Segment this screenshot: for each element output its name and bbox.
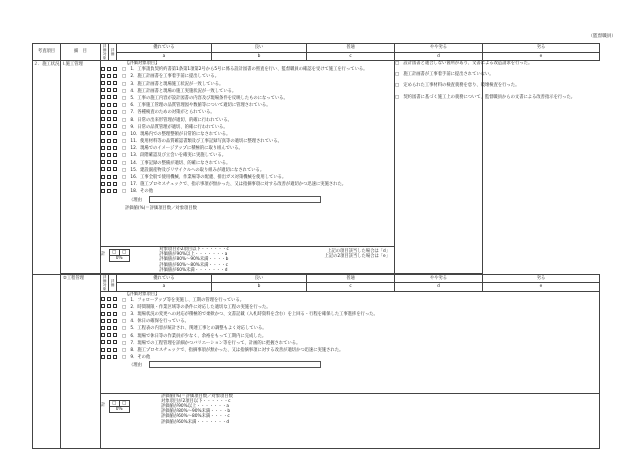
- section2-eval-header: 評価値(%)＝評価項目数／対象項目数: [161, 393, 233, 399]
- eval-checkbox[interactable]: [101, 167, 105, 171]
- eval-checkbox[interactable]: [101, 189, 105, 193]
- eval-checkbox[interactable]: [113, 103, 117, 107]
- eval-checkbox[interactable]: [107, 297, 111, 301]
- check-item-text: □ 12．現場でのイメージアップに積極的に取り組んでいる。: [122, 146, 243, 152]
- eval-checkbox[interactable]: [113, 326, 117, 330]
- eval-checkbox[interactable]: [113, 160, 117, 164]
- eval-checkbox[interactable]: [107, 67, 111, 71]
- check-item-text: □ 15．建設副産物及びリサイクルへの取り組みが適切になされている。: [122, 167, 265, 173]
- eval-checkbox[interactable]: [101, 117, 105, 121]
- header-hyoka: 評価: [109, 44, 117, 61]
- check-item-row: [101, 160, 394, 167]
- eval-checkbox[interactable]: [113, 340, 117, 344]
- grade2-1: 良い: [212, 274, 307, 283]
- header2-taisho: 評価対象: [101, 274, 109, 291]
- eval-checkbox[interactable]: [113, 95, 117, 99]
- grade2-4: 劣る: [483, 274, 600, 283]
- check-item-row: [101, 333, 599, 340]
- letter-e: e: [483, 52, 600, 61]
- s1-note-e: 上記の2項目該当した場合は「e」: [324, 254, 390, 260]
- letter2-d: d: [395, 283, 483, 292]
- check-item-text: □ 11．使用材料等の品質確認書類及び工事記録写真等の適切に整理されている。: [122, 139, 282, 145]
- letter2-a: a: [117, 283, 212, 292]
- eval-checkbox[interactable]: [101, 67, 105, 71]
- check-item-text: □ 3．現場状況の変更への対応が積極的で柔軟かつ、文書記載（入札時資料を含む）を上回る・行程を確保した工事進捗を行った。: [122, 312, 378, 318]
- check-item-row: [101, 109, 394, 116]
- items-1: [101, 61, 395, 247]
- check-item-row: [101, 318, 599, 325]
- eval-checkbox[interactable]: [107, 355, 111, 359]
- evaluation-table-2: [32, 274, 600, 449]
- eval-checkbox[interactable]: [113, 348, 117, 352]
- eval-checkbox[interactable]: [113, 88, 117, 92]
- eval-rule-line: 対象項目が2項目以下・・・・・・c: [161, 398, 231, 404]
- eval-rule-line: 評価値が60%～80%未満・・・・c: [161, 414, 230, 420]
- supervisor-note: （監督職員）: [588, 34, 616, 39]
- evaluation-sheet: [32, 43, 599, 449]
- check-item-row: [101, 304, 599, 311]
- kousa-blank: [33, 274, 61, 448]
- section1-title: 【評価対象項目】: [125, 61, 160, 66]
- check-item-text: □ 1．工事請負契約約書第1条第1項第2号から5号に係る設計図書の照査を行い、監督職員の確認を受けて施工を行っている。: [122, 67, 368, 73]
- check-item-row: [101, 152, 394, 159]
- grade2-2: 普通: [307, 274, 395, 283]
- grade-0: 優れている: [117, 44, 212, 53]
- s2-kei: 計: [101, 402, 106, 408]
- eval-rule-line: 対象項目が2項目以下・・・・・・c: [159, 247, 229, 252]
- eval-checkbox[interactable]: [107, 189, 111, 193]
- eval-checkbox[interactable]: [107, 88, 111, 92]
- check-item-text: □ 2．時間制限・作業区域等の条件に対応した適切な工程の実施を行った。: [122, 304, 271, 310]
- s1-score-a[interactable]: □: [109, 250, 119, 256]
- check-item-text: □ 10．現場内での整理整頓が日常的になされている。: [122, 131, 231, 137]
- saimoku-2: ②工程管理: [61, 274, 101, 448]
- eval-checkbox[interactable]: [107, 319, 111, 323]
- letter2-b: b: [212, 283, 307, 292]
- letter-d: d: [395, 52, 483, 61]
- eval-checkbox[interactable]: [107, 146, 111, 150]
- check-item-text: □ 4．施工計画書と現場の施工実施状況が一致している。: [122, 88, 237, 94]
- check-item-text: □ 8．施工プロセスチェックで、指摘事項が無かった、又は指摘事項に対する改善が適切かつ迅速に実施された。: [122, 348, 344, 354]
- eval-checkbox[interactable]: [101, 333, 105, 337]
- eval-checkbox[interactable]: [113, 189, 117, 193]
- eval-checkbox[interactable]: [113, 319, 117, 323]
- section2-eval: [101, 393, 600, 448]
- check-item-row: [101, 325, 599, 332]
- eval-checkbox[interactable]: [101, 131, 105, 135]
- s1-right-2: □ 定められた工事材料の検査義務を怠り、破壊検査を行った。: [395, 83, 520, 89]
- section1-eval-header: 評価値(%)＝評価項目数／対象項目数: [125, 205, 197, 211]
- check-item-row: [101, 311, 599, 318]
- check-item-row: [101, 145, 394, 152]
- s2-score-box: [109, 400, 130, 413]
- s1-note-d: 上記の項目該当した場合は「d」: [327, 249, 390, 254]
- eval-checkbox[interactable]: [101, 103, 105, 107]
- eval-checkbox[interactable]: [113, 139, 117, 143]
- eval-rule-line: 評価値が80%～90%未満・・・・b: [161, 409, 231, 415]
- letter-b: b: [212, 52, 307, 61]
- eval-checkbox[interactable]: [107, 160, 111, 164]
- saimoku-1: Ⅰ.施工管理: [61, 61, 101, 274]
- eval-checkbox[interactable]: [101, 124, 105, 128]
- eval-checkbox[interactable]: [107, 124, 111, 128]
- check-item-text: □ 16．工事全般で使用機械、作業場等の配慮、排出ガス対策機械を使用している。: [122, 175, 287, 181]
- eval-checkbox[interactable]: [107, 182, 111, 186]
- eval-checkbox[interactable]: [107, 175, 111, 179]
- check-item-row: [101, 102, 394, 109]
- section2-title: 【評価対象項目】: [125, 291, 160, 297]
- check-item-row: [101, 167, 394, 174]
- eval-checkbox[interactable]: [101, 340, 105, 344]
- check-item-text: □ 17．施工プロセスチェックで、指示事項が無かった、又は指摘事項に対する改善が適切かつ迅速に実施された。: [122, 182, 347, 188]
- check-item-text: □ 2．施工計画書を工事着手前に提出している。: [122, 74, 220, 80]
- grade-2: 普通: [307, 44, 395, 53]
- s1-score-b[interactable]: □: [119, 250, 129, 256]
- check-item-row: [101, 81, 394, 88]
- header-kousa: 考査項目: [33, 44, 61, 61]
- eval-checkbox[interactable]: [113, 67, 117, 71]
- eval-checkbox[interactable]: [107, 312, 111, 316]
- check-item-row: [101, 174, 394, 181]
- eval-checkbox[interactable]: [101, 95, 105, 99]
- eval-checkbox[interactable]: [107, 110, 111, 114]
- eval-checkbox[interactable]: [101, 175, 105, 179]
- check-item-row: [101, 340, 599, 347]
- eval-checkbox[interactable]: [113, 74, 117, 78]
- evaluation-table: [32, 43, 600, 275]
- check-item-row: [101, 95, 394, 102]
- eval-checkbox[interactable]: [107, 95, 111, 99]
- check-item-text: □ 18．その他: [122, 189, 154, 195]
- eval-checkbox[interactable]: [113, 131, 117, 135]
- eval-checkbox[interactable]: [113, 175, 117, 179]
- eval-checkbox[interactable]: [101, 348, 105, 352]
- grade2-3: やや劣る: [395, 274, 483, 283]
- eval-rule-line: 評価値が60%未満・・・・・・・d: [161, 419, 230, 425]
- eval-checkbox[interactable]: [107, 348, 111, 352]
- s1-kei: 計: [101, 252, 106, 258]
- eval-checkbox[interactable]: [101, 304, 105, 308]
- grade-1: 良い: [212, 44, 307, 53]
- eval-checkbox[interactable]: [107, 326, 111, 330]
- letter2-c: c: [307, 283, 395, 292]
- grade-4: 劣る: [483, 44, 600, 53]
- check-item-text: □ 5．工程表の内容が統計され、関連工事との調整もよく対応している。: [122, 326, 267, 332]
- s1-score-box: [109, 249, 130, 262]
- eval-checkbox[interactable]: [107, 139, 111, 143]
- check-item-row: [101, 297, 599, 304]
- eval-checkbox[interactable]: [107, 340, 111, 344]
- header-taisho: 評価対象: [101, 44, 109, 61]
- eval-checkbox[interactable]: [101, 182, 105, 186]
- eval-checkbox[interactable]: [107, 304, 111, 308]
- eval-checkbox[interactable]: [101, 326, 105, 330]
- eval-checkbox[interactable]: [101, 319, 105, 323]
- eval-checkbox[interactable]: [101, 110, 105, 114]
- check-item-text: □ 4．休日の確保を行っている。: [122, 319, 189, 325]
- items-2: [101, 291, 600, 393]
- letter-c: c: [307, 52, 395, 61]
- eval-checkbox[interactable]: [101, 297, 105, 301]
- kousa-label: ２．施工状況: [33, 61, 61, 275]
- check-item-row: [101, 117, 394, 124]
- eval-checkbox[interactable]: [113, 110, 117, 114]
- section2-other-paren: （理由: [129, 363, 142, 369]
- check-item-text: □ 6．現場で休日等の作業員が少なく、余裕をもって工期内に完成した。: [122, 333, 267, 339]
- eval-checkbox[interactable]: [101, 355, 105, 359]
- check-item-row: [101, 66, 394, 73]
- eval-rule-line: 評価値が60%～80%未満・・・・c: [159, 262, 229, 268]
- eval-checkbox[interactable]: [107, 117, 111, 121]
- eval-checkbox[interactable]: [101, 153, 105, 157]
- check-item-text: □ 9．日常の品質管理が適切、的確に行われている。: [122, 124, 228, 130]
- check-item-text: □ 14．工事記録の整備が適切、的確になされている。: [122, 160, 231, 166]
- section1-eval: [101, 247, 395, 274]
- eval-checkbox[interactable]: [101, 74, 105, 78]
- s1-right-1: □ 施工計画書が工事着手前に提出されていない。: [395, 72, 494, 78]
- check-item-row: [101, 88, 394, 95]
- check-item-text: □ 7．現場での工程管理を詳細かつバリエーション等を行って、計画的に把握されている。: [122, 340, 301, 346]
- eval-checkbox[interactable]: [107, 131, 111, 135]
- s1-right-3: □ 契約図書に基づく施工上の義務について、監督職員からの文書による改善指示を行った。: [395, 94, 576, 100]
- check-item-row: [101, 188, 394, 195]
- eval-checkbox[interactable]: [107, 167, 111, 171]
- eval-checkbox[interactable]: [101, 146, 105, 150]
- eval-checkbox[interactable]: [113, 117, 117, 121]
- check-item-row: [101, 73, 394, 80]
- eval-checkbox[interactable]: [113, 146, 117, 150]
- header-saimoku: 細 目: [61, 44, 101, 61]
- eval-rule-line: 評価値が80%～90%未満・・・・b: [159, 257, 229, 263]
- eval-checkbox[interactable]: [113, 167, 117, 171]
- eval-checkbox[interactable]: [101, 160, 105, 164]
- eval-checkbox[interactable]: [113, 124, 117, 128]
- s2-score-a[interactable]: □: [109, 400, 119, 406]
- eval-checkbox[interactable]: [107, 333, 111, 337]
- section1-right: [395, 61, 576, 274]
- check-item-text: □ 5．工事の施工内容が設計図書の内容及び現場条件を反映したものになっている。: [122, 95, 288, 101]
- section1-reason-box[interactable]: [149, 196, 321, 203]
- eval-checkbox[interactable]: [113, 182, 117, 186]
- check-item-text: □ 1．フォローアップ等を実施し、工期の管理を行っている。: [122, 297, 245, 303]
- section2-reason-box[interactable]: [149, 361, 321, 368]
- check-item-row: [101, 181, 394, 188]
- grade-3: やや劣る: [395, 44, 483, 53]
- section1-other-paren: （理由: [129, 197, 142, 203]
- eval-checkbox[interactable]: [113, 153, 117, 157]
- check-item-row: [101, 131, 394, 138]
- s1-right-0: □ 設計図書と適合しない箇所があり、文書による改造請求を行った。: [395, 61, 533, 66]
- letter2-e: e: [483, 283, 600, 292]
- eval-checkbox[interactable]: [107, 74, 111, 78]
- s2-pct: 0%: [109, 406, 129, 412]
- check-item-text: □ 7．各種検査のための対策がとられている。: [122, 110, 215, 116]
- eval-checkbox[interactable]: [107, 81, 111, 85]
- header2-hyoka: 評価: [109, 274, 117, 291]
- check-item-text: □ 3．施工計画書と現場施工状況が一致している。: [122, 81, 224, 87]
- eval-checkbox[interactable]: [113, 333, 117, 337]
- check-item-text: □ 8．日常の出来形管理が適切、的確に行われている。: [122, 117, 232, 123]
- eval-checkbox[interactable]: [107, 103, 111, 107]
- eval-checkbox[interactable]: [113, 355, 117, 359]
- letter-a: a: [117, 52, 212, 61]
- eval-checkbox[interactable]: [101, 88, 105, 92]
- eval-checkbox[interactable]: [113, 312, 117, 316]
- s1-pct: 0%: [109, 256, 129, 262]
- eval-rule-line: 評価値が90%以上・・・・・・・a: [161, 403, 230, 409]
- check-item-row: [101, 347, 599, 354]
- eval-checkbox[interactable]: [101, 139, 105, 143]
- check-item-row: [101, 124, 394, 131]
- eval-checkbox[interactable]: [113, 81, 117, 85]
- eval-checkbox[interactable]: [113, 297, 117, 301]
- check-item-row: [101, 138, 394, 145]
- check-item-text: □ 13．段階確認及び立会いを確実に実施している。: [122, 153, 227, 159]
- check-item-text: □ 6．工事施工管理の品質管理図や数値等について適切に管理されている。: [122, 103, 271, 109]
- eval-checkbox[interactable]: [113, 304, 117, 308]
- s2-score-b[interactable]: □: [119, 400, 129, 406]
- eval-rule-line: 評価値が60%未満・・・・・・・d: [159, 267, 228, 273]
- eval-rule-line: 評価値が90%以上・・・・・・・a: [159, 252, 228, 258]
- eval-checkbox[interactable]: [101, 312, 105, 316]
- eval-checkbox[interactable]: [107, 153, 111, 157]
- check-item-row: [101, 354, 599, 361]
- grade2-0: 優れている: [117, 274, 212, 283]
- eval-checkbox[interactable]: [101, 81, 105, 85]
- check-item-text: □ 9．その他: [122, 355, 151, 361]
